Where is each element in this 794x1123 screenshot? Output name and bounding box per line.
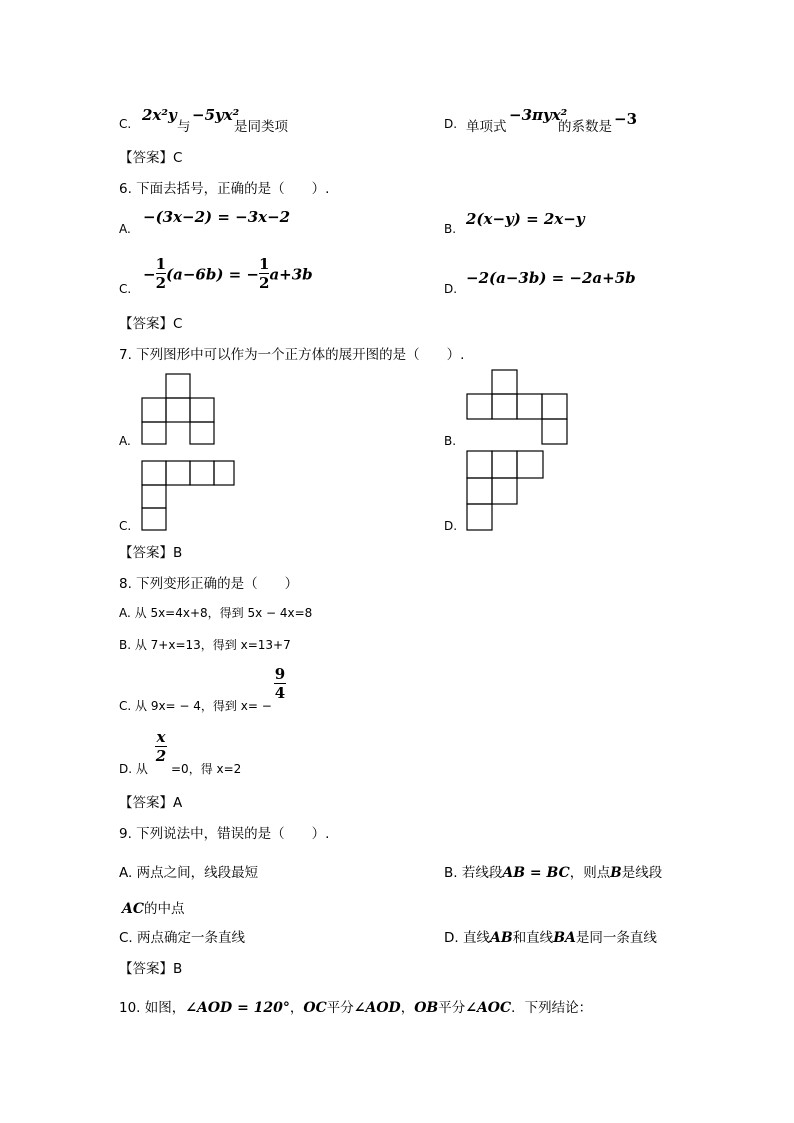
net-d-square <box>467 504 492 530</box>
q8-option-d-pre: D. 从 <box>119 762 148 776</box>
net-b-square <box>492 370 517 394</box>
q6-d-label: D. <box>444 282 458 296</box>
q8-c-fraction <box>274 665 286 703</box>
q5-d-term: −3πyx² <box>509 106 568 124</box>
q8-d-num: x <box>156 728 166 746</box>
net-a-figure <box>140 372 220 447</box>
net-d-square <box>492 478 517 504</box>
net-d-figure <box>465 449 550 534</box>
q6-c-num2: 1 <box>259 255 270 273</box>
q9-b-point: B <box>610 865 622 881</box>
q9-b-mid: ，则点 <box>569 865 611 881</box>
net-d-square <box>517 451 543 478</box>
q9-stem: 9. 下列说法中，错误的是（ ）. <box>119 826 330 842</box>
q6-d-expr: −2(a−3b) = −2a+5b <box>466 269 636 287</box>
q5-c-mid: 与 <box>177 119 191 135</box>
q7-stem: 7. 下列图形中可以作为一个正方体的展开图的是（ ）. <box>119 347 465 363</box>
q9-d-mid: 和直线 <box>512 930 554 946</box>
net-b-square <box>492 394 517 419</box>
net-c-square <box>214 461 234 485</box>
q9-d-ab: AB <box>489 930 513 946</box>
q5-c-term1: 2x²y <box>142 106 177 124</box>
net-c-square <box>142 461 166 485</box>
q10-aod: ∠AOD <box>353 1000 401 1016</box>
net-a-square <box>166 374 190 398</box>
q9-b-pre: B. 若线段 <box>444 865 503 881</box>
net-c-square <box>142 485 166 508</box>
net-b-square <box>517 394 542 419</box>
q10-s2: 平分 <box>326 1000 354 1016</box>
q8-d-fraction <box>155 728 167 766</box>
q6-c-expr <box>143 255 313 293</box>
q5-d-pre: 单项式 <box>466 119 507 135</box>
q8-option-d-post: =0，得 x=2 <box>171 762 242 776</box>
net-a-square <box>190 422 214 444</box>
q6-b-expr: 2(x−y) = 2x−y <box>466 210 585 228</box>
q6-stem: 6. 下面去括号，正确的是（ ）. <box>119 181 330 197</box>
q5-d-label: D. <box>444 117 458 131</box>
q9-b-expr: AB = BC <box>502 865 570 881</box>
net-c-figure <box>140 459 240 534</box>
q8-d-den: 2 <box>155 747 167 765</box>
net-a-square <box>142 398 166 422</box>
q9-option-b <box>444 861 662 881</box>
q6-a-expr: −(3x−2) = −3x−2 <box>143 208 291 226</box>
q9-b-tail: 是线段 <box>621 865 663 881</box>
q8-option-c: C. 从 9x= − 4，得到 x= − <box>119 699 272 713</box>
net-b-square <box>467 394 492 419</box>
q6-c-num: 1 <box>155 255 167 273</box>
net-c-square <box>190 461 214 485</box>
q6-c-mid: (a−6b) = − <box>166 265 260 284</box>
q9-option-b-cont <box>122 897 185 917</box>
q10-pre: 10. 如图， <box>119 1000 186 1016</box>
net-b-square <box>542 419 567 444</box>
q7-c-label: C. <box>119 519 132 533</box>
q10-s3: ， <box>400 1000 415 1016</box>
q8-option-b: B. 从 7+x=13，得到 x=13+7 <box>119 638 291 652</box>
q5-c-term2: −5yx² <box>192 106 240 124</box>
net-d-square <box>467 478 492 504</box>
q6-c-label: C. <box>119 282 132 296</box>
q9-option-c: C. 两点确定一条直线 <box>119 930 246 946</box>
q10-aoc: ∠AOC <box>465 1000 512 1016</box>
q7-a-label: A. <box>119 434 131 448</box>
q6-c-den2: 2 <box>259 274 270 292</box>
q7-answer: 【答案】B <box>119 545 183 561</box>
net-c-square <box>142 508 166 530</box>
net-c-square <box>166 461 190 485</box>
q10-angle: ∠AOD = 120° <box>185 1000 290 1016</box>
q6-c-tail: a+3b <box>269 265 313 284</box>
q5-answer: 【答案】C <box>119 150 183 166</box>
q8-stem: 8. 下列变形正确的是（ ） <box>119 576 299 592</box>
net-d-square <box>467 451 492 478</box>
q6-a-label: A. <box>119 222 131 236</box>
q10-s4: 平分 <box>438 1000 466 1016</box>
net-d-square <box>492 451 517 478</box>
q9-d-ba: BA <box>553 930 576 946</box>
q6-b-label: B. <box>444 222 457 236</box>
q10-stem <box>119 996 592 1016</box>
q6-c-den: 2 <box>155 274 167 292</box>
q5-c-label: C. <box>119 117 132 131</box>
q7-d-label: D. <box>444 519 458 533</box>
q9-d-tail: 是同一条直线 <box>575 930 657 946</box>
net-a-square <box>142 422 166 444</box>
q9-answer: 【答案】B <box>119 961 183 977</box>
q8-c-num: 9 <box>274 665 286 683</box>
net-b-figure <box>465 368 573 448</box>
q5-d-mid: 的系数是 <box>558 119 612 135</box>
q8-c-den: 4 <box>274 684 286 702</box>
q9-option-d <box>444 926 657 946</box>
q9-d-pre: D. 直线 <box>444 930 490 946</box>
net-a-square <box>166 398 190 422</box>
q5-c-tail: 是同类项 <box>234 119 288 135</box>
q9-option-a: A. 两点之间，线段最短 <box>119 865 259 881</box>
q6-answer: 【答案】C <box>119 316 183 332</box>
q8-option-a: A. 从 5x=4x+8，得到 5x − 4x=8 <box>119 606 313 620</box>
q6-c-lead: − <box>143 265 156 284</box>
q10-s1: ， <box>289 1000 304 1016</box>
q10-ob: OB <box>414 1000 439 1016</box>
q5-d-value: −3 <box>614 110 638 128</box>
q7-b-label: B. <box>444 434 457 448</box>
q9-b-cont: 的中点 <box>144 901 185 917</box>
net-b-square <box>542 394 567 419</box>
q10-s5: ．下列结论： <box>511 1000 593 1016</box>
net-a-square <box>190 398 214 422</box>
q10-oc: OC <box>303 1000 327 1016</box>
q8-answer: 【答案】A <box>119 795 183 811</box>
q9-b-ac: AC <box>122 901 145 917</box>
